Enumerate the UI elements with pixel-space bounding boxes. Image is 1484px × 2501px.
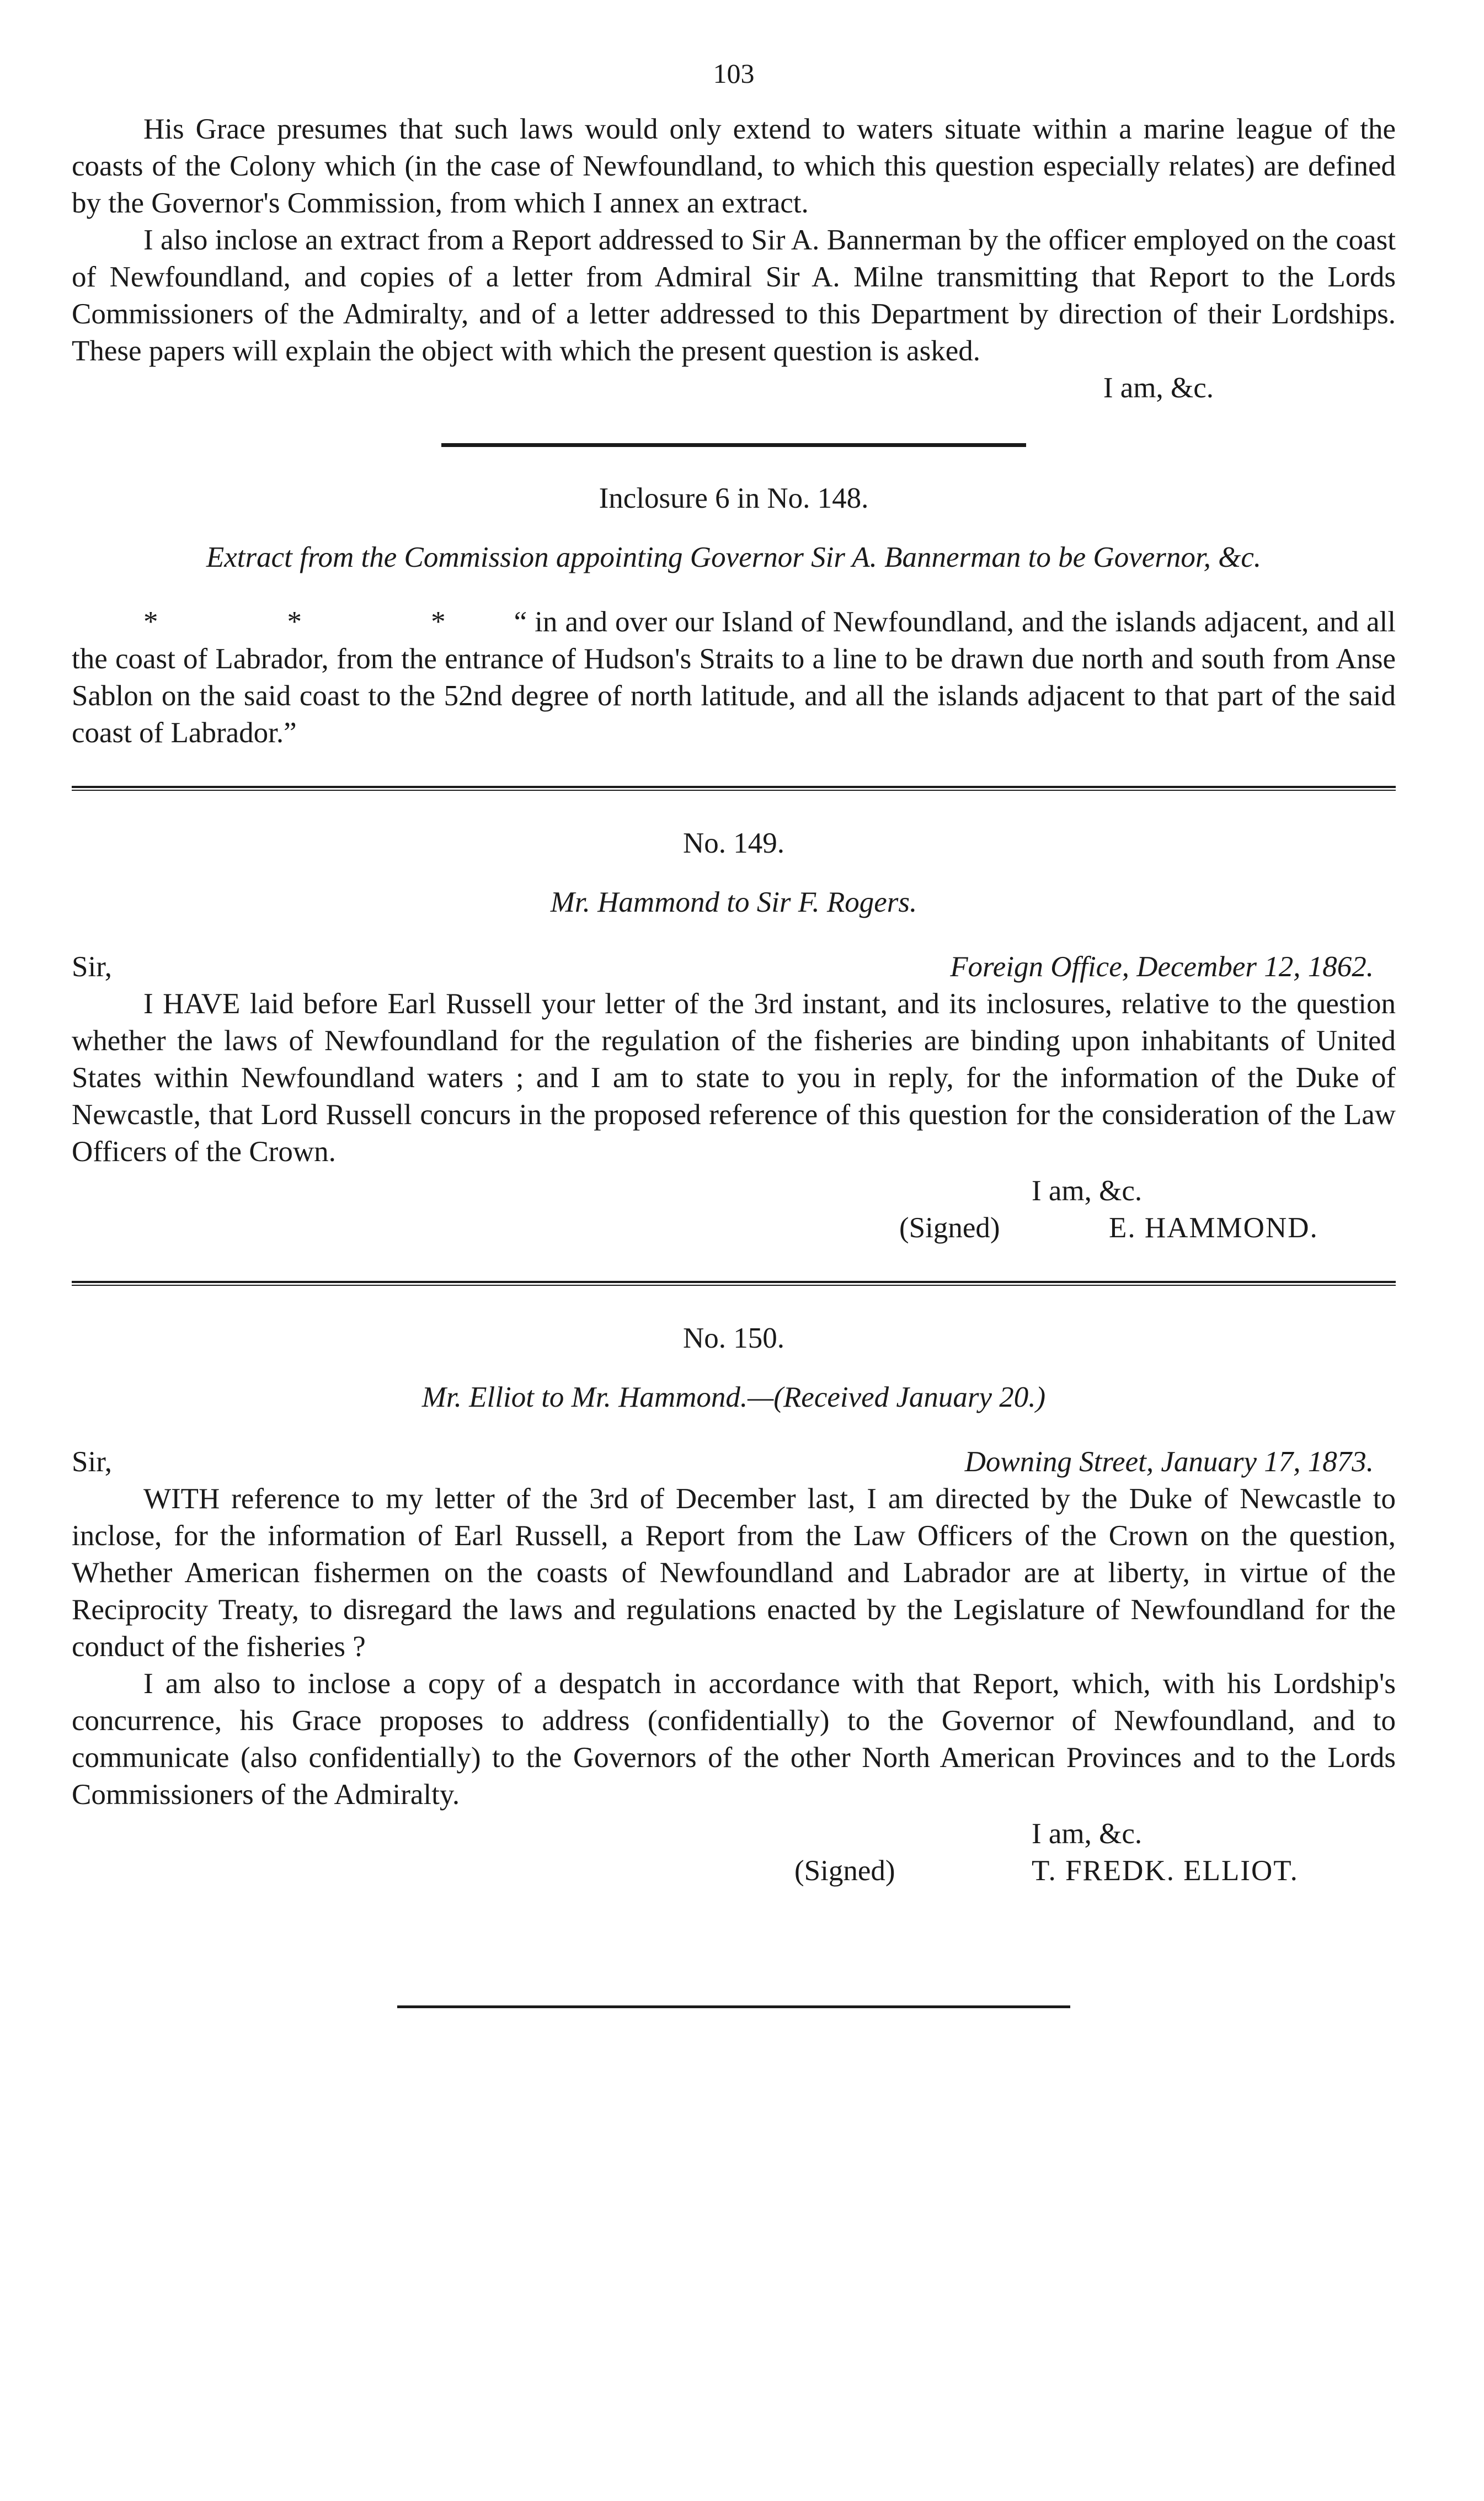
inclosure-extract-text: “ in and over our Island of Newfoundland, and the islands adjacent, and all the coast of Labrador, from the entrance of Hudson's Straits to a line to be drawn due north and south from Anse Sablon on the said coast to the 52nd degree of north latitude, and all the islands adjacent to that part of the said coast of Labrador.”: [72, 606, 1396, 749]
letter-150-paragraph-2: I am also to inclose a copy of a despatch in accordance with that Report, which, with his Lordship's concurrence, his Grace proposes to address (confidentially) to the Governor of Newfoundland, and to communicate (also confidentially) to the Governors of the other North American Provinces and to the Lords Commissioners of the Admiralty.: [72, 1668, 1396, 1811]
inclosure-subheading: Extract from the Commission appointing Governor Sir A. Bannerman to be Governor, &c.: [206, 541, 1262, 573]
section-divider-double-2: [72, 1281, 1396, 1286]
letter-149-signed-label: (Signed): [899, 1212, 1000, 1244]
letter-149-heading: No. 149.: [682, 827, 785, 859]
letter-150-salutation: Sir,: [72, 1446, 112, 1478]
letter-150-header-line: [72, 1444, 1396, 1481]
letter-149-signature-line: [72, 1210, 1396, 1247]
letter-149-place-date: Foreign Office, December 12, 1862.: [950, 951, 1374, 983]
document-page: [72, 55, 1396, 2008]
letter-150-place-date: Downing Street, January 17, 1873.: [964, 1446, 1374, 1478]
letter-150-signed-label: (Signed): [794, 1855, 895, 1887]
intro-paragraph-1: His Grace presumes that such laws would only extend to waters situate within a marine league of the coasts of the Colony which (in the case of Newfoundland, to which this question especially relates) are defined by the Governor's Commission, from which I annex an extract.: [72, 113, 1396, 219]
letter-149-signer: E. HAMMOND.: [1109, 1212, 1318, 1244]
inclosure-extract: [72, 604, 1396, 752]
ellipsis-stars: * * *: [143, 606, 506, 638]
letter-150-signoff: [72, 1816, 1396, 1890]
letter-150-closing: I am, &c.: [1032, 1818, 1143, 1850]
letter-150-heading: No. 150.: [682, 1322, 785, 1354]
letter-149-closing: I am, &c.: [1032, 1175, 1143, 1207]
intro-paragraph-2: I also inclose an extract from a Report addressed to Sir A. Bannerman by the officer employed on the coast of Newfoundland, and copies of a letter from Admiral Sir A. Milne transmitting that Report to the Lords Commissioners of the Admiralty, and of a letter addressed to this Department by direction of their Lordships. These papers will explain the object with which the present question is asked.: [72, 224, 1396, 367]
letter-149-subheading: Mr. Hammond to Sir F. Rogers.: [550, 886, 917, 918]
letter-149-salutation: Sir,: [72, 951, 112, 983]
end-rule: [397, 2005, 1070, 2008]
letter-150-subheading: Mr. Elliot to Mr. Hammond.—(Received January 20.): [421, 1381, 1046, 1413]
page-number: 103: [713, 58, 755, 89]
letter-150-signer: T. FREDK. ELLIOT.: [1032, 1855, 1299, 1887]
letter-149-header-line: [72, 949, 1396, 986]
inclosure-section: [72, 480, 1396, 752]
letter-149-paragraph-1: I HAVE laid before Earl Russell your letter of the 3rd instant, and its inclosures, relative to the question whether the laws of Newfoundland for the regulation of the fisheries are binding upon inhabitants of United States within Newfoundland waters ; and I am to state to you in reply, for the information of the Duke of Newcastle, that Lord Russell concurs in the proposed reference of this question for the consideration of the Law Officers of the Crown.: [72, 988, 1396, 1168]
letter-150-signature-line: [72, 1853, 1396, 1890]
letter-150-paragraph-1: WITH reference to my letter of the 3rd of December last, I am directed by the Duke of Newcastle to inclose, for the information of Earl Russell, a Report from the Law Officers of the Crown on the question, Whether American fishermen on the coasts of Newfoundland and Labrador are at liberty, in virtue of the Reciprocity Treaty, to disregard the laws and regulations enacted by the Legislature of Newfoundland for the conduct of the fisheries ?: [72, 1483, 1396, 1663]
intro-closing: I am, &c.: [1103, 372, 1214, 404]
section-divider-double: [72, 786, 1396, 791]
intro-section: [72, 111, 1396, 407]
inclosure-heading: Inclosure 6 in No. 148.: [599, 482, 869, 514]
section-divider-short: [441, 443, 1026, 447]
letter-no-150: [72, 1320, 1396, 1890]
letter-149-signoff: [72, 1173, 1396, 1247]
letter-no-149: [72, 825, 1396, 1247]
